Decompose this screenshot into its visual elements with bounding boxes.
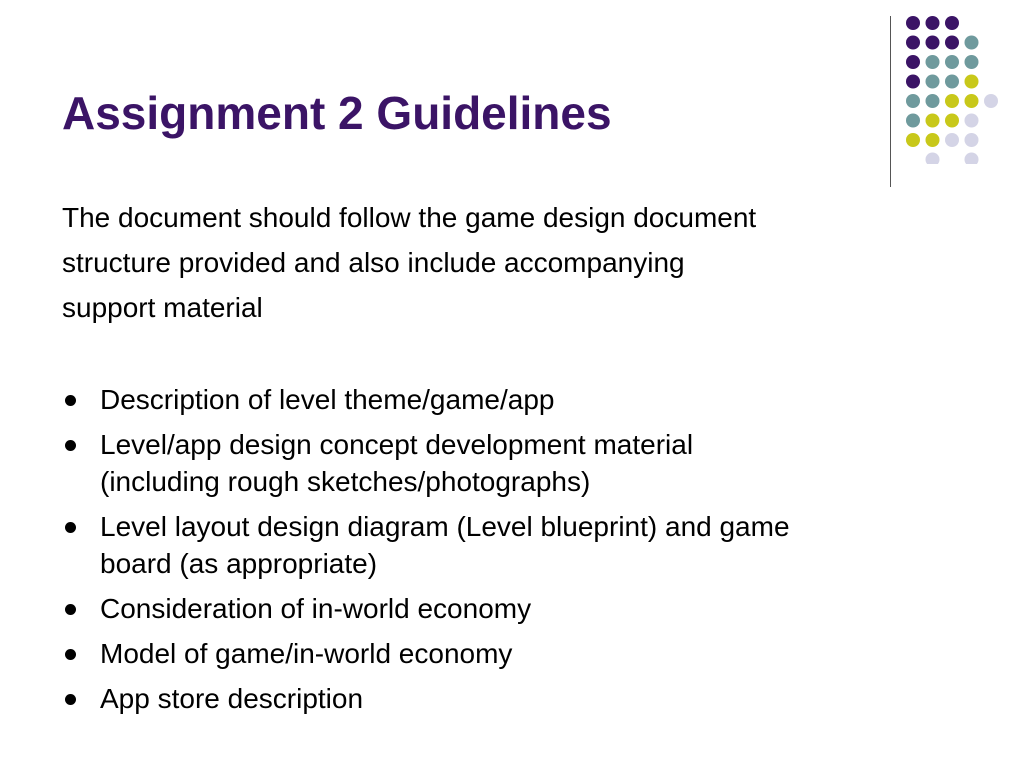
lime-dot — [945, 94, 959, 108]
teal-dot — [965, 36, 979, 50]
purple-dot — [906, 75, 920, 89]
intro-line: The document should follow the game design document — [62, 202, 757, 233]
lavender-dot — [984, 94, 998, 108]
bullet-item — [62, 590, 962, 627]
purple-dot — [906, 55, 920, 69]
slide-title: Assignment 2 Guidelines — [62, 87, 612, 139]
bullet-item — [62, 680, 962, 717]
intro-line: support material — [62, 292, 263, 323]
lavender-dot — [926, 153, 940, 165]
bullet-text: Level layout design diagram (Level blueprint) and game — [100, 511, 790, 542]
teal-dot — [906, 94, 920, 108]
lavender-dot — [945, 133, 959, 147]
bullet-text: Level/app design concept development material — [100, 429, 694, 460]
lime-dot — [926, 133, 940, 147]
teal-dot — [906, 114, 920, 128]
intro-paragraph — [62, 195, 932, 330]
bullet-item — [62, 508, 962, 582]
bullet-list — [62, 381, 962, 725]
bullet-dot-icon — [65, 694, 76, 705]
title-divider-line — [890, 16, 891, 187]
bullet-text: Consideration of in-world economy — [100, 593, 532, 624]
lime-dot — [945, 114, 959, 128]
decorative-dot-grid — [903, 14, 1013, 164]
intro-line: structure provided and also include accompanying — [62, 247, 685, 278]
teal-dot — [965, 55, 979, 69]
bullet-item — [62, 635, 962, 672]
lime-dot — [926, 114, 940, 128]
bullet-dot-icon — [65, 440, 76, 451]
teal-dot — [945, 55, 959, 69]
lavender-dot — [965, 153, 979, 165]
bullet-item — [62, 426, 962, 500]
bullet-text: Description of level theme/game/app — [100, 384, 555, 415]
bullet-item — [62, 381, 962, 418]
teal-dot — [926, 94, 940, 108]
purple-dot — [906, 16, 920, 30]
purple-dot — [906, 36, 920, 50]
bullet-dot-icon — [65, 395, 76, 406]
lavender-dot — [965, 114, 979, 128]
purple-dot — [926, 16, 940, 30]
teal-dot — [926, 75, 940, 89]
bullet-text: (including rough sketches/photographs) — [100, 466, 591, 497]
lime-dot — [965, 75, 979, 89]
bullet-text: board (as appropriate) — [100, 548, 378, 579]
dot-grid-graphic — [903, 14, 1013, 164]
bullet-text: App store description — [100, 683, 364, 714]
teal-dot — [945, 75, 959, 89]
lime-dot — [965, 94, 979, 108]
purple-dot — [926, 36, 940, 50]
purple-dot — [945, 16, 959, 30]
teal-dot — [926, 55, 940, 69]
lavender-dot — [965, 133, 979, 147]
bullet-text: Model of game/in-world economy — [100, 638, 513, 669]
purple-dot — [945, 36, 959, 50]
bullet-dot-icon — [65, 649, 76, 660]
bullet-dot-icon — [65, 604, 76, 615]
bullet-dot-icon — [65, 522, 76, 533]
lime-dot — [906, 133, 920, 147]
